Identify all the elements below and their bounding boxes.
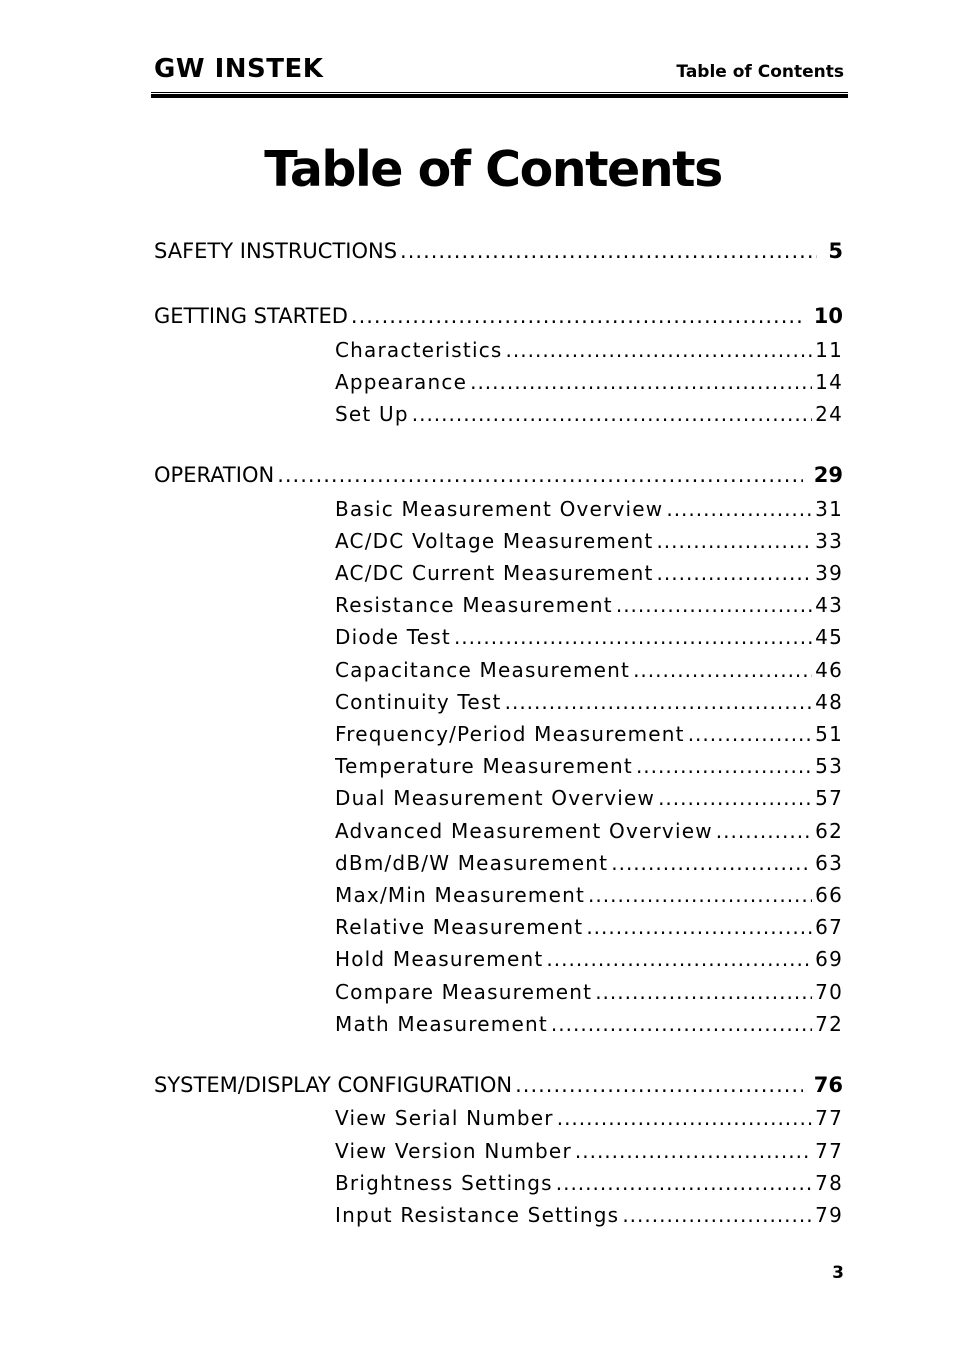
toc-entry-label: Max/Min Measurement (335, 883, 586, 907)
toc-entry-page-number: 57 (815, 786, 843, 810)
toc-section-entry[interactable] (335, 848, 843, 878)
toc-dot-leader (636, 751, 812, 781)
toc-section-entry[interactable] (335, 335, 843, 365)
toc-entry-label: Math Measurement (335, 1012, 548, 1036)
toc-section-entry[interactable] (335, 687, 843, 717)
toc-dot-leader (454, 622, 812, 652)
toc-dot-leader (716, 816, 812, 846)
toc-section-entry[interactable] (335, 977, 843, 1007)
toc-entry-page-number: 46 (815, 658, 843, 682)
toc-entry-label: SYSTEM/DISPLAY CONFIGURATION (154, 1073, 513, 1097)
toc-entry-label: Compare Measurement (335, 980, 593, 1004)
toc-dot-leader (657, 558, 813, 588)
toc-entry-page-number: 69 (815, 947, 843, 971)
toc-entry-label: SAFETY INSTRUCTIONS (154, 239, 398, 263)
toc-dot-leader (412, 399, 812, 429)
toc-section-entry[interactable] (335, 1200, 843, 1230)
toc-entry-page-number: 77 (815, 1106, 843, 1130)
toc-entry-label: Set Up (335, 402, 409, 426)
toc-dot-leader (658, 783, 812, 813)
page-number: 3 (832, 1263, 844, 1283)
toc-entry-label: AC/DC Voltage Measurement (335, 529, 654, 553)
toc-entry-page-number: 72 (815, 1012, 843, 1036)
toc-entry-page-number: 78 (815, 1171, 843, 1195)
toc-section-entry[interactable] (335, 399, 843, 429)
toc-entry-page-number: 39 (815, 561, 843, 585)
toc-entry-page-number: 5 (828, 239, 843, 263)
toc-entry-label: Appearance (335, 370, 468, 394)
toc-dot-leader (506, 335, 813, 365)
toc-chapter-entry[interactable] (154, 301, 843, 331)
toc-section-entry[interactable] (335, 622, 843, 652)
toc-section-entry[interactable] (335, 1168, 843, 1198)
running-header-title: Table of Contents (676, 62, 844, 82)
toc-dot-leader (351, 301, 803, 331)
toc-entry-page-number: 45 (815, 625, 843, 649)
toc-entry-page-number: 10 (813, 304, 843, 328)
toc-dot-leader (551, 1009, 812, 1039)
toc-entry-label: Frequency/Period Measurement (335, 722, 685, 746)
toc-section-entry[interactable] (335, 719, 843, 749)
toc-entry-label: View Serial Number (335, 1106, 554, 1130)
toc-entry-label: Brightness Settings (335, 1171, 553, 1195)
toc-entry-label: Resistance Measurement (335, 593, 613, 617)
toc-dot-leader (557, 1103, 812, 1133)
toc-dot-leader (575, 1136, 812, 1166)
toc-entry-page-number: 79 (815, 1203, 843, 1227)
toc-entry-page-number: 63 (815, 851, 843, 875)
toc-entry-page-number: 53 (815, 754, 843, 778)
toc-dot-leader (277, 460, 803, 490)
toc-entry-page-number: 77 (815, 1139, 843, 1163)
toc-dot-leader (616, 590, 812, 620)
toc-section-entry[interactable] (335, 783, 843, 813)
toc-dot-leader (546, 944, 812, 974)
toc-entry-label: OPERATION (154, 463, 275, 487)
toc-entry-page-number: 31 (815, 497, 843, 521)
toc-entry-page-number: 29 (813, 463, 843, 487)
toc-entry-page-number: 24 (815, 402, 843, 426)
toc-entry-page-number: 14 (815, 370, 843, 394)
toc-entry-label: Capacitance Measurement (335, 658, 631, 682)
toc-entry-label: Dual Measurement Overview (335, 786, 656, 810)
toc-section-entry[interactable] (335, 558, 843, 588)
toc-dot-leader (666, 494, 812, 524)
toc-dot-leader (586, 912, 812, 942)
toc-dot-leader (400, 236, 817, 266)
toc-entry-label: GETTING STARTED (154, 304, 348, 328)
toc-entry-label: Hold Measurement (335, 947, 544, 971)
toc-entry-label: Temperature Measurement (335, 754, 633, 778)
toc-dot-leader (588, 880, 812, 910)
toc-section-entry[interactable] (335, 880, 843, 910)
toc-section-entry[interactable] (335, 367, 843, 397)
toc-entry-page-number: 51 (815, 722, 843, 746)
toc-chapter-entry[interactable] (154, 1070, 843, 1100)
toc-entry-page-number: 70 (815, 980, 843, 1004)
toc-dot-leader (470, 367, 812, 397)
toc-entry-page-number: 66 (815, 883, 843, 907)
toc-entry-page-number: 67 (815, 915, 843, 939)
toc-dot-leader (656, 526, 812, 556)
toc-section-entry[interactable] (335, 655, 843, 685)
toc-entry-label: Continuity Test (335, 690, 502, 714)
toc-section-entry[interactable] (335, 912, 843, 942)
toc-section-entry[interactable] (335, 1009, 843, 1039)
toc-dot-leader (505, 687, 813, 717)
toc-entry-page-number: 11 (815, 338, 843, 362)
toc-dot-leader (633, 655, 812, 685)
toc-section-entry[interactable] (335, 590, 843, 620)
brand-logo-text: GW INSTEK (154, 54, 324, 84)
toc-section-entry[interactable] (335, 1136, 843, 1166)
toc-entry-page-number: 76 (813, 1073, 843, 1097)
toc-section-entry[interactable] (335, 751, 843, 781)
toc-dot-leader (515, 1070, 803, 1100)
toc-dot-leader (556, 1168, 812, 1198)
toc-dot-leader (622, 1200, 812, 1230)
toc-dot-leader (688, 719, 812, 749)
toc-entry-page-number: 62 (815, 819, 843, 843)
toc-entry-label: Basic Measurement Overview (335, 497, 664, 521)
toc-entry-page-number: 48 (815, 690, 843, 714)
toc-section-entry[interactable] (335, 816, 843, 846)
page-title: Table of Contents (264, 141, 722, 198)
toc-dot-leader (595, 977, 812, 1007)
toc-section-entry[interactable] (335, 526, 843, 556)
toc-entry-label: AC/DC Current Measurement (335, 561, 654, 585)
toc-entry-label: Advanced Measurement Overview (335, 819, 713, 843)
toc-entry-label: Characteristics (335, 338, 503, 362)
toc-entry-label: dBm/dB/W Measurement (335, 851, 609, 875)
toc-chapter-entry[interactable] (154, 460, 843, 490)
toc-entry-label: Diode Test (335, 625, 451, 649)
toc-entry-label: Relative Measurement (335, 915, 584, 939)
toc-entry-page-number: 43 (815, 593, 843, 617)
toc-entry-label: Input Resistance Settings (335, 1203, 620, 1227)
toc-dot-leader (611, 848, 812, 878)
toc-section-entry[interactable] (335, 944, 843, 974)
toc-entry-label: View Version Number (335, 1139, 572, 1163)
toc-section-entry[interactable] (335, 1103, 843, 1133)
toc-chapter-entry[interactable] (154, 236, 843, 266)
toc-section-entry[interactable] (335, 494, 843, 524)
toc-entry-page-number: 33 (815, 529, 843, 553)
